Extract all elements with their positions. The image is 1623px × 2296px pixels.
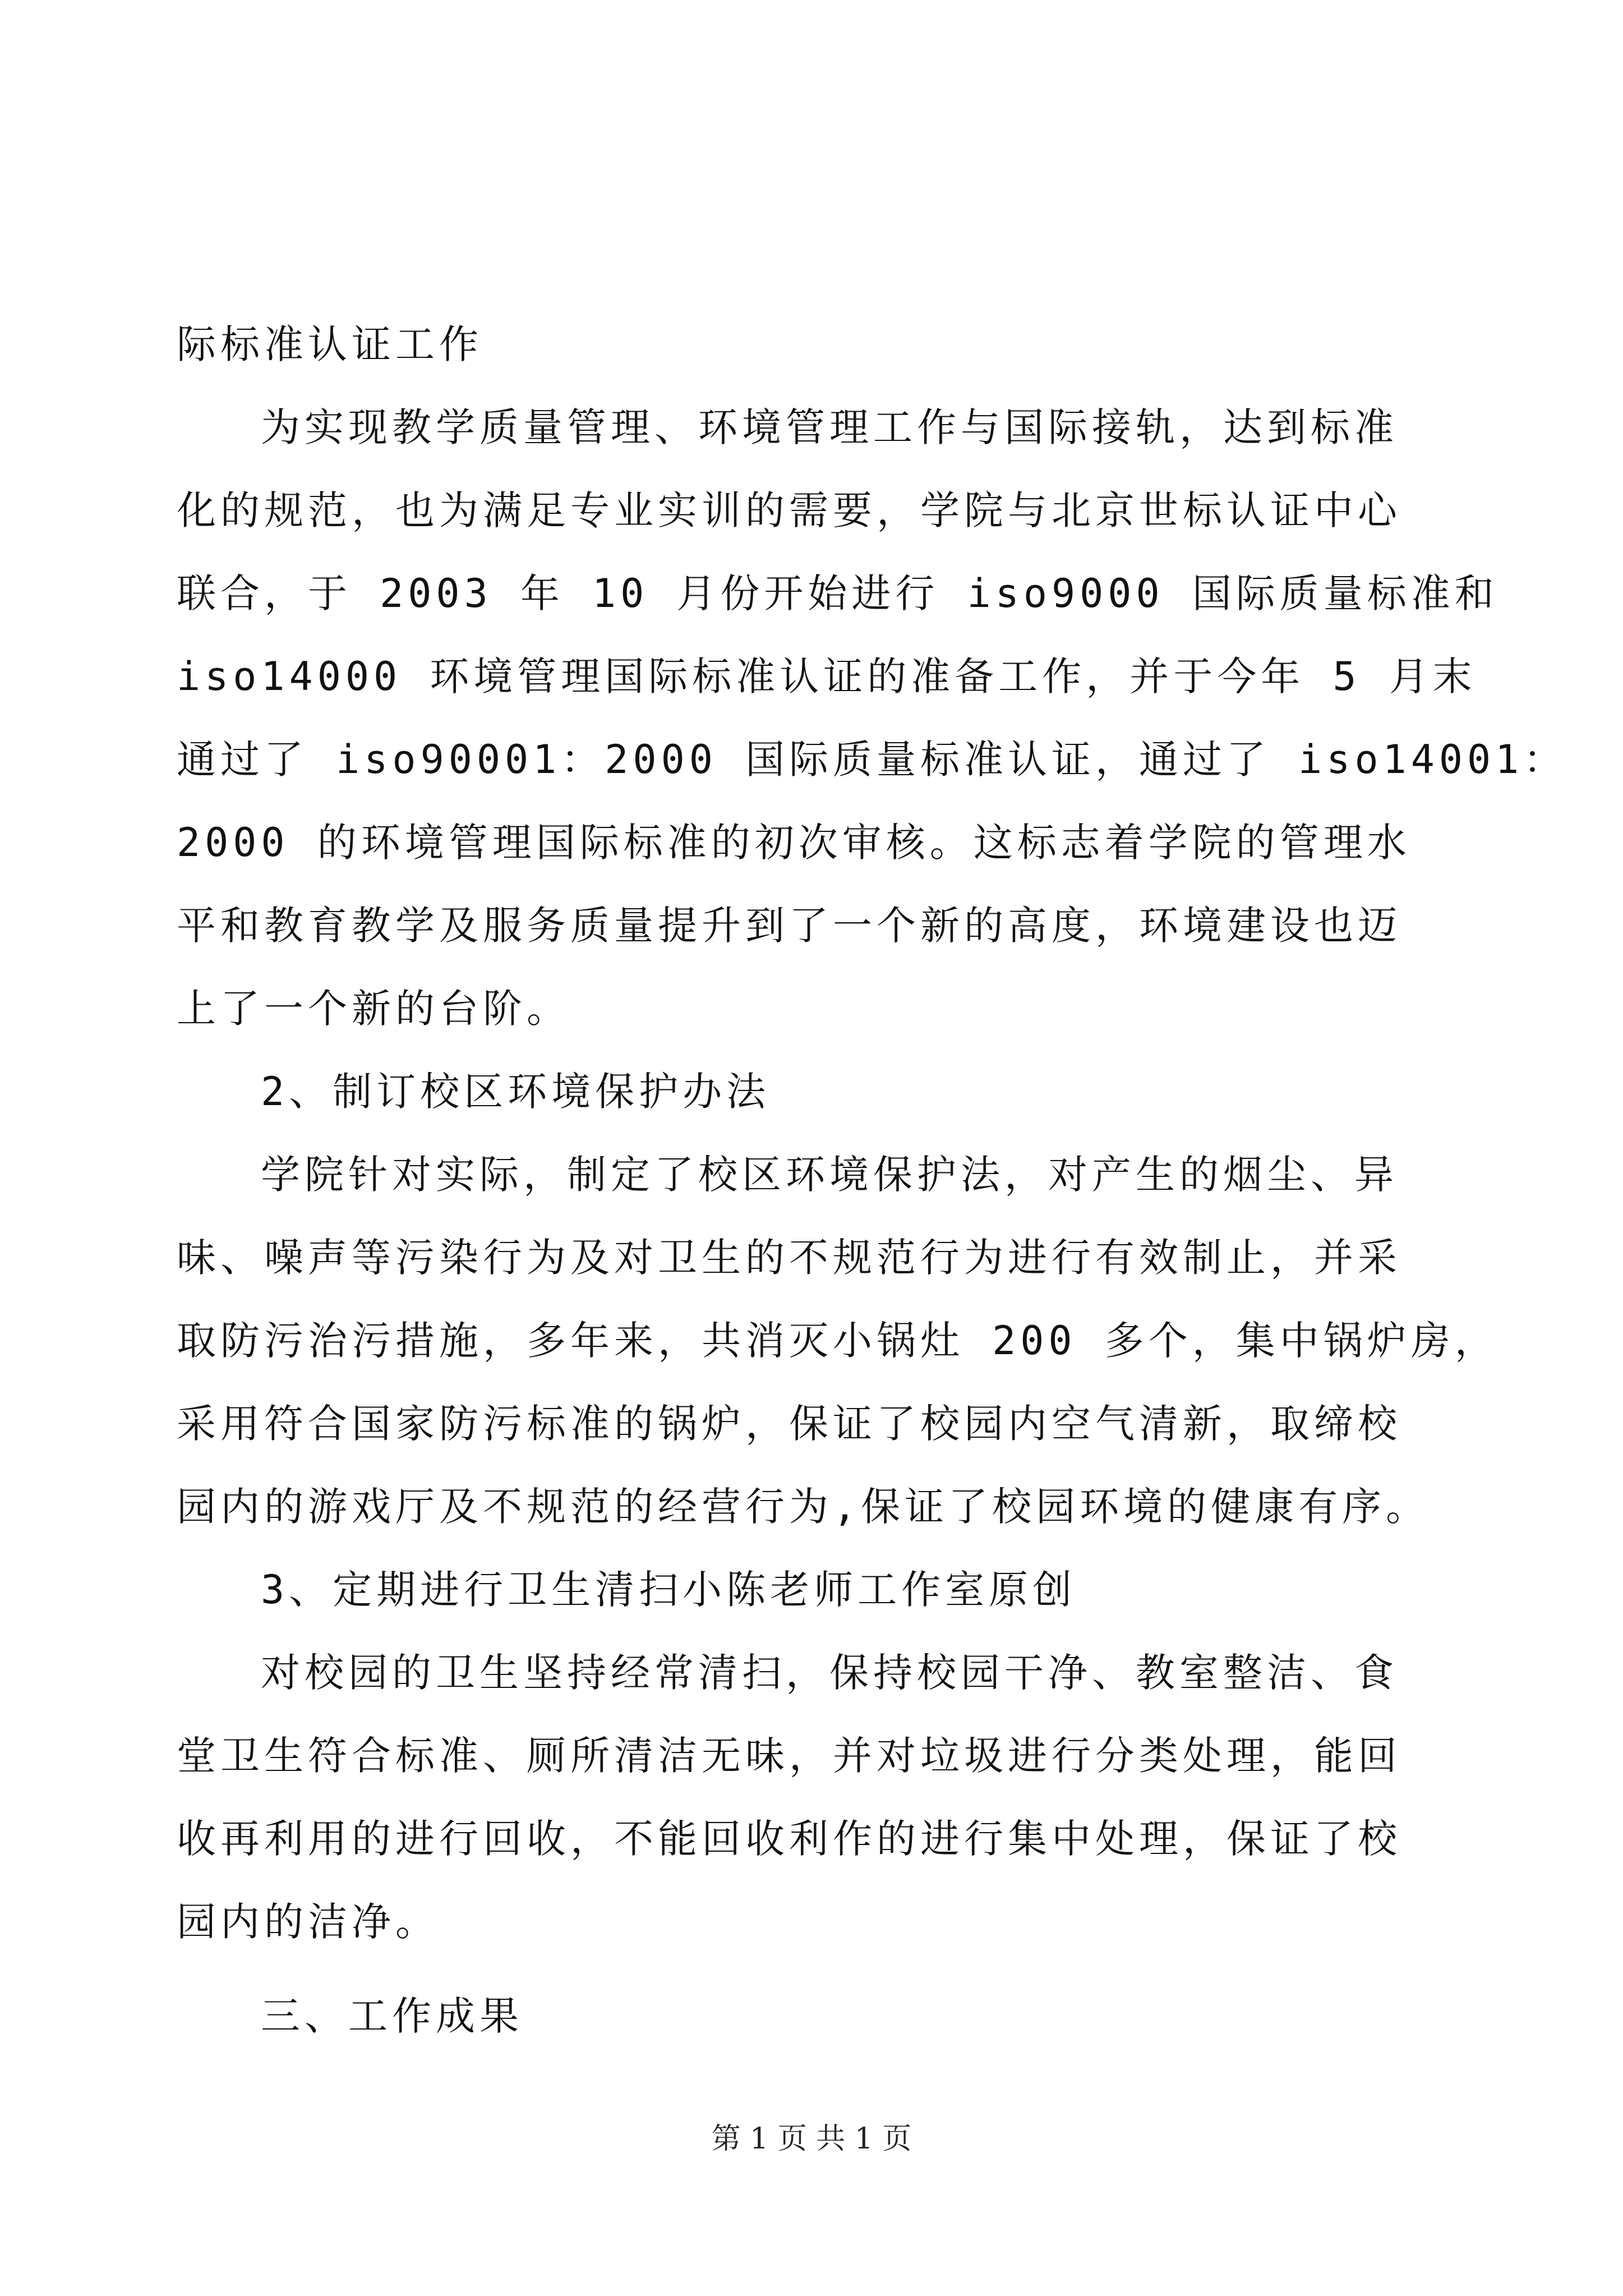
text-line: iso14000 环境管理国际标准认证的准备工作，并于今年 5 月末	[177, 654, 1477, 700]
text-line: 平和教育教学及服务质量提升到了一个新的高度，环境建设也迈	[177, 903, 1401, 949]
page-number-footer: 第 1 页 共 1 页	[711, 2122, 912, 2156]
text-line: 收再利用的进行回收，不能回收利作的进行集中处理，保证了校	[177, 1816, 1401, 1862]
text-line: 取防污治污措施，多年来，共消灭小锅灶 200 多个，集中锅炉房，	[177, 1318, 1498, 1364]
paragraph-first-line: 对校园的卫生坚持经常清扫，保持校园干净、教室整洁、食	[261, 1650, 1398, 1696]
text-line: 联合，于 2003 年 10 月份开始进行 iso9000 国际质量标准和	[177, 570, 1498, 616]
paragraph-first-line: 为实现教学质量管理、环境管理工作与国际接轨，达到标准	[261, 404, 1398, 450]
text-line: 通过了 iso90001：2000 国际质量标准认证，通过了 iso14001：	[177, 737, 1567, 783]
text-line: 2000 的环境管理国际标准的初次审核。这标志着学院的管理水	[177, 820, 1411, 866]
document-body	[177, 303, 1567, 2058]
section-heading: 3、定期进行卫生清扫小陈老师工作室原创	[261, 1567, 1077, 1613]
text-line: 堂卫生符合标准、厕所清洁无味，并对垃圾进行分类处理，能回	[177, 1733, 1401, 1779]
text-line: 际标准认证工作	[177, 321, 483, 367]
text-line: 化的规范，也为满足专业实训的需要，学院与北京世标认证中心	[177, 487, 1401, 533]
section-heading: 三、工作成果	[261, 1993, 523, 2039]
text-line: 园内的洁净。	[177, 1899, 439, 1945]
text-line: 采用符合国家防污标准的锅炉，保证了校园内空气清新，取缔校	[177, 1401, 1401, 1447]
text-line: 味、噪声等污染行为及对卫生的不规范行为进行有效制止，并采	[177, 1235, 1401, 1281]
text-line: 园内的游戏厅及不规范的经营行为,保证了校园环境的健康有序。	[177, 1484, 1430, 1530]
text-line: 上了一个新的台阶。	[177, 986, 570, 1032]
paragraph-first-line: 学院针对实际，制定了校区环境保护法，对产生的烟尘、异	[261, 1152, 1398, 1198]
section-heading: 2、制订校区环境保护办法	[261, 1069, 771, 1115]
